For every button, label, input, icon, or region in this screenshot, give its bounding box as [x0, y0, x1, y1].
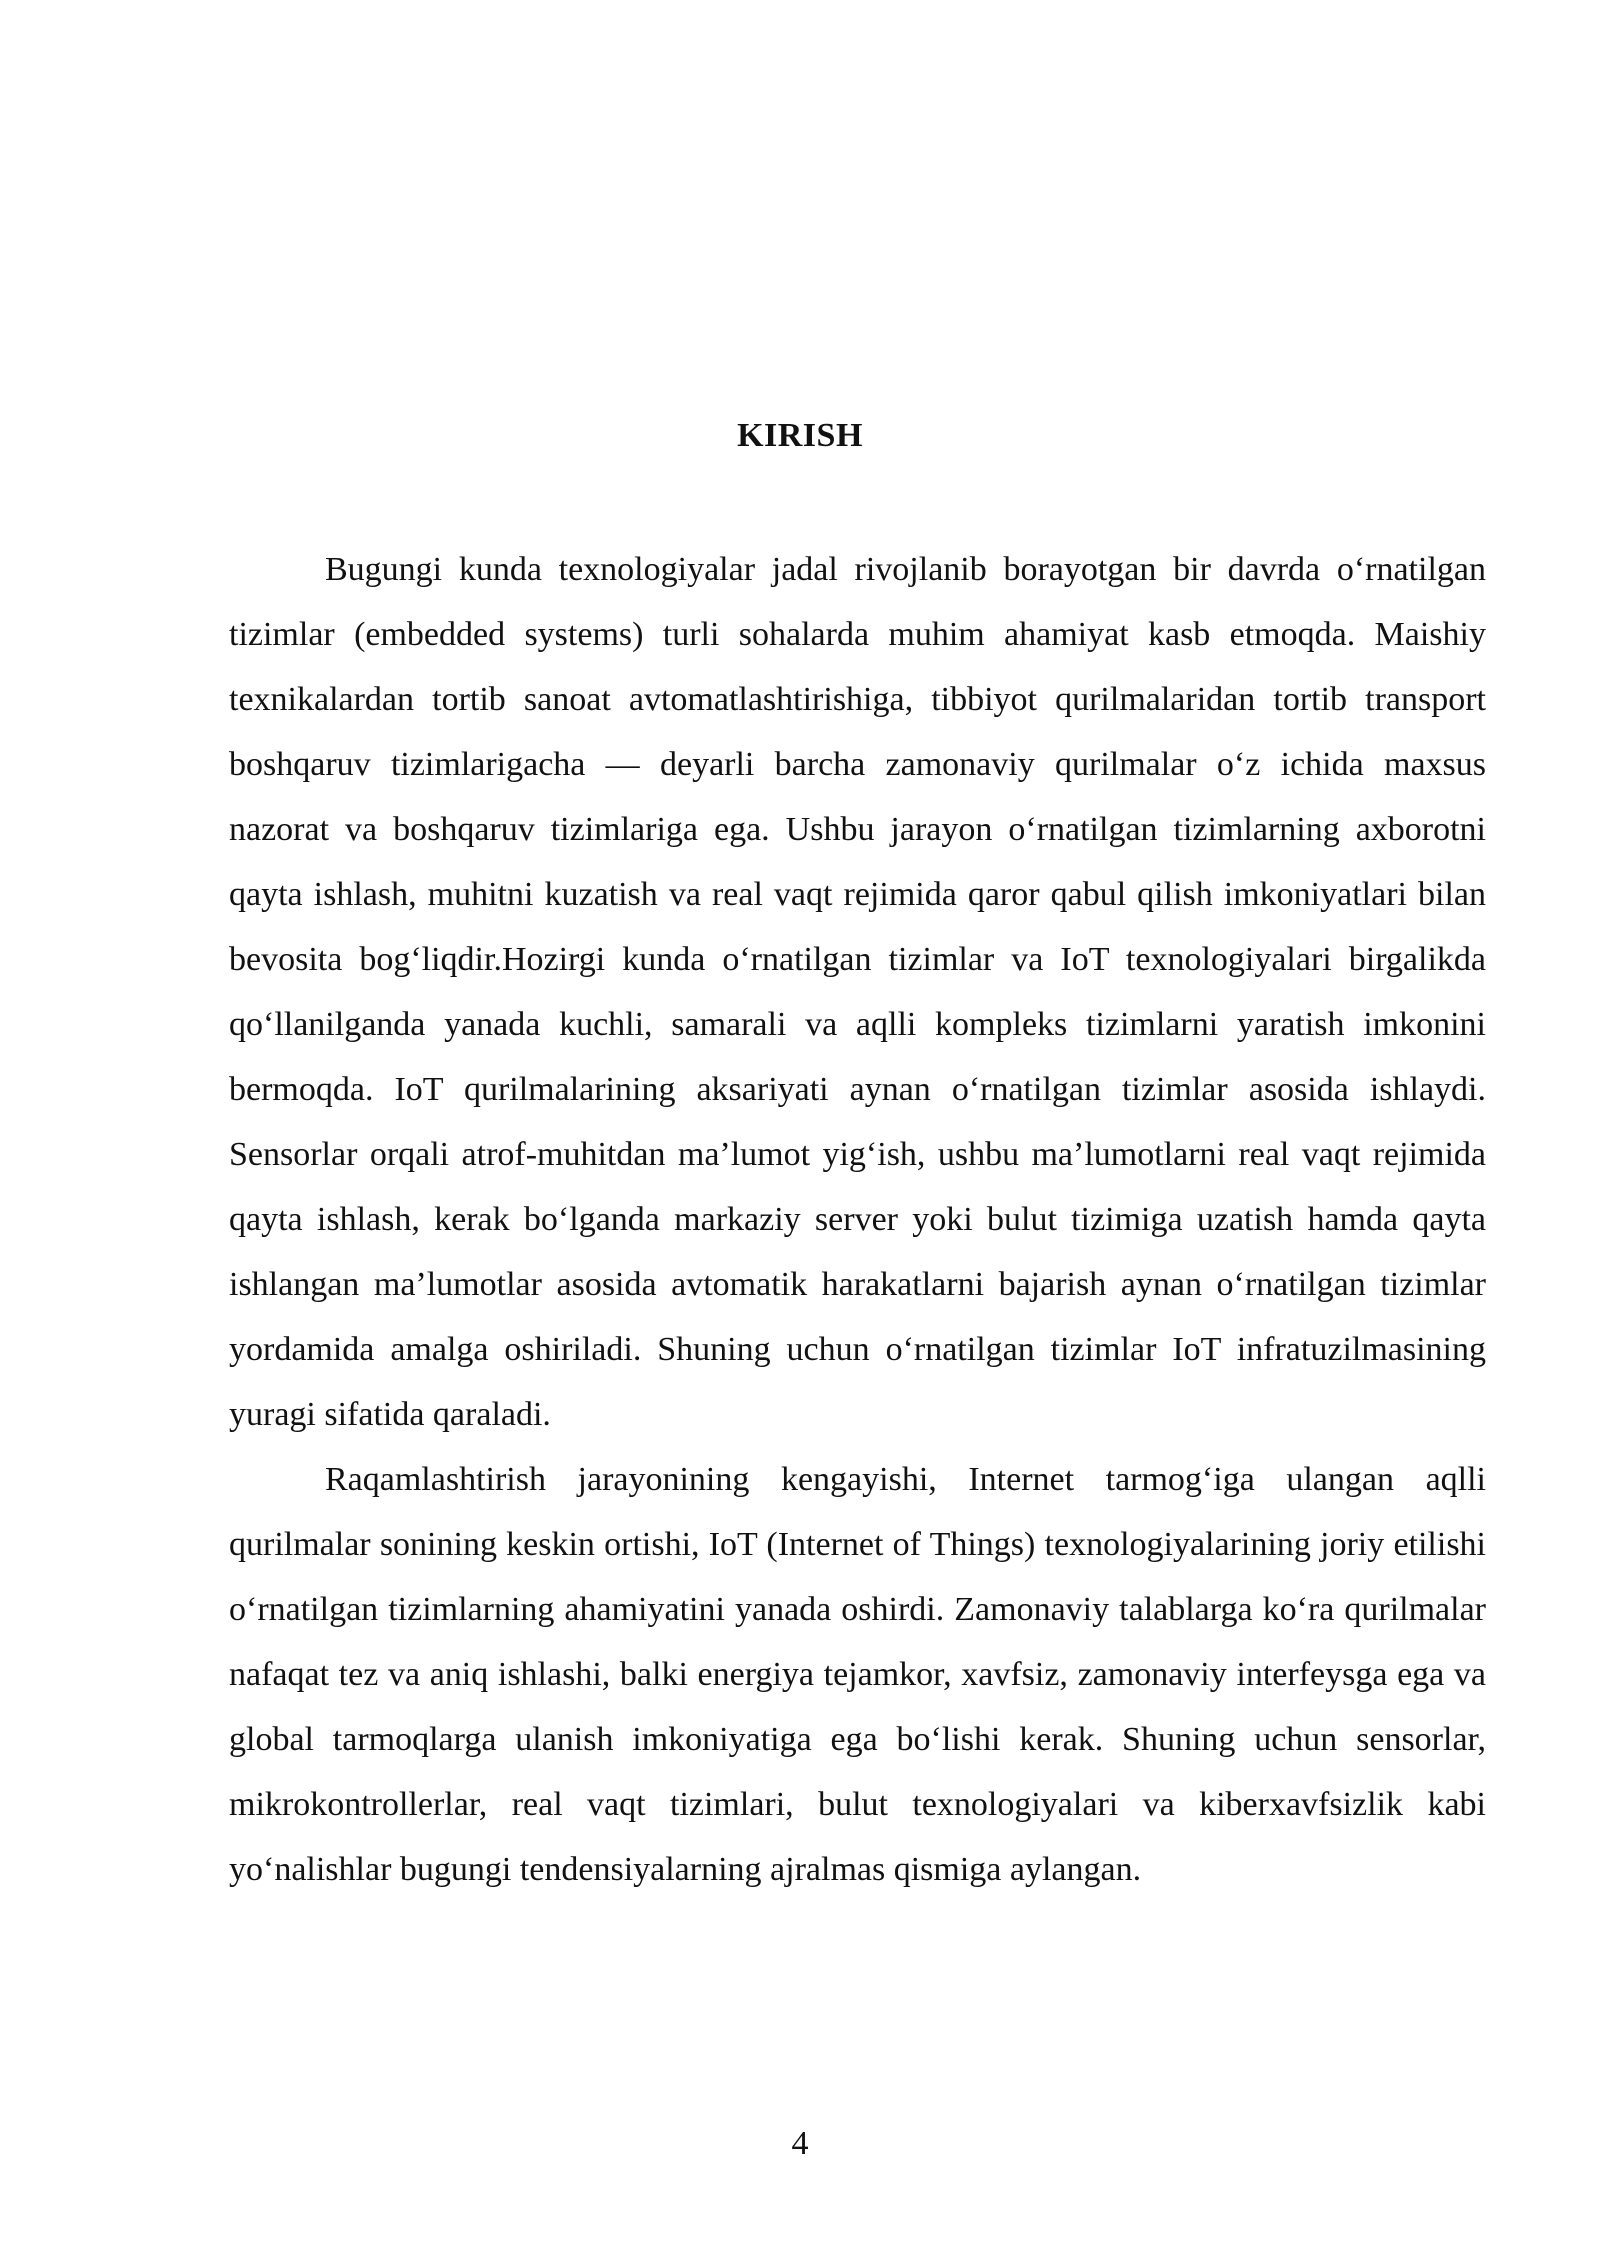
paragraph-2: Raqamlashtirish jarayonining kengayishi, Internet tarmog‘iga ulangan aqlli qurilmalar sonining keskin ortishi, IoT (Internet of Things) texnologiyalarining joriy etilishi o‘rnatilgan tizimlarning ahamiyatini yanada oshirdi. Zamonaviy talablarga ko‘ra qurilmalar nafaqat tez va aniq ishlashi, balki energiya tejamkor, xavfsiz, zamonaviy interfeysga ega va global tarmoqlarga ulanish imkoniyatiga ega bo‘lishi kerak. Shuning uchun sensorlar, mikrokontrollerlar, real vaqt tizimlari, bulut texnologiyalari va kiberxavfsizlik kabi yo‘nalishlar bugungi tendensiyalarning ajralmas qismiga aylangan. — [229, 1461, 1486, 1888]
section-title: KIRISH — [737, 417, 863, 454]
page-number: 4 — [791, 2125, 809, 2162]
body-text — [229, 537, 1486, 1902]
paragraph-1: Bugungi kunda texnologiyalar jadal rivojlanib borayotgan bir davrda o‘rnatilgan tizimlar (embedded systems) turli sohalarda muhim ahamiyat kasb etmoqda. Maishiy texnikalardan tortib sanoat avtomatlashtirishiga, tibbiyot qurilmalaridan tortib transport boshqaruv tizimlarigacha — deyarli barcha zamonaviy qurilmalar o‘z ichida maxsus nazorat va boshqaruv tizimlariga ega. Ushbu jarayon o‘rnatilgan tizimlarning axborotni qayta ishlash, muhitni kuzatish va real vaqt rejimida qaror qabul qilish imkoniyatlari bilan bevosita bog‘liqdir.Hozirgi kunda o‘rnatilgan tizimlar va IoT texnologiyalari birgalikda qo‘llanilganda yanada kuchli, samarali va aqlli kompleks tizimlarni yaratish imkonini bermoqda. IoT qurilmalarining aksariyati aynan o‘rnatilgan tizimlar asosida ishlaydi. Sensorlar orqali atrof-muhitdan ma’lumot yig‘ish, ushbu ma’lumotlarni real vaqt rejimida qayta ishlash, kerak bo‘lganda markaziy server yoki bulut tizimiga uzatish hamda qayta ishlangan ma’lumotlar asosida avtomatik harakatlarni bajarish aynan o‘rnatilgan tizimlar yordamida amalga oshiriladi. Shuning uchun o‘rnatilgan tizimlar IoT infratuzilmasining yuragi sifatida qaraladi. — [229, 551, 1486, 1433]
